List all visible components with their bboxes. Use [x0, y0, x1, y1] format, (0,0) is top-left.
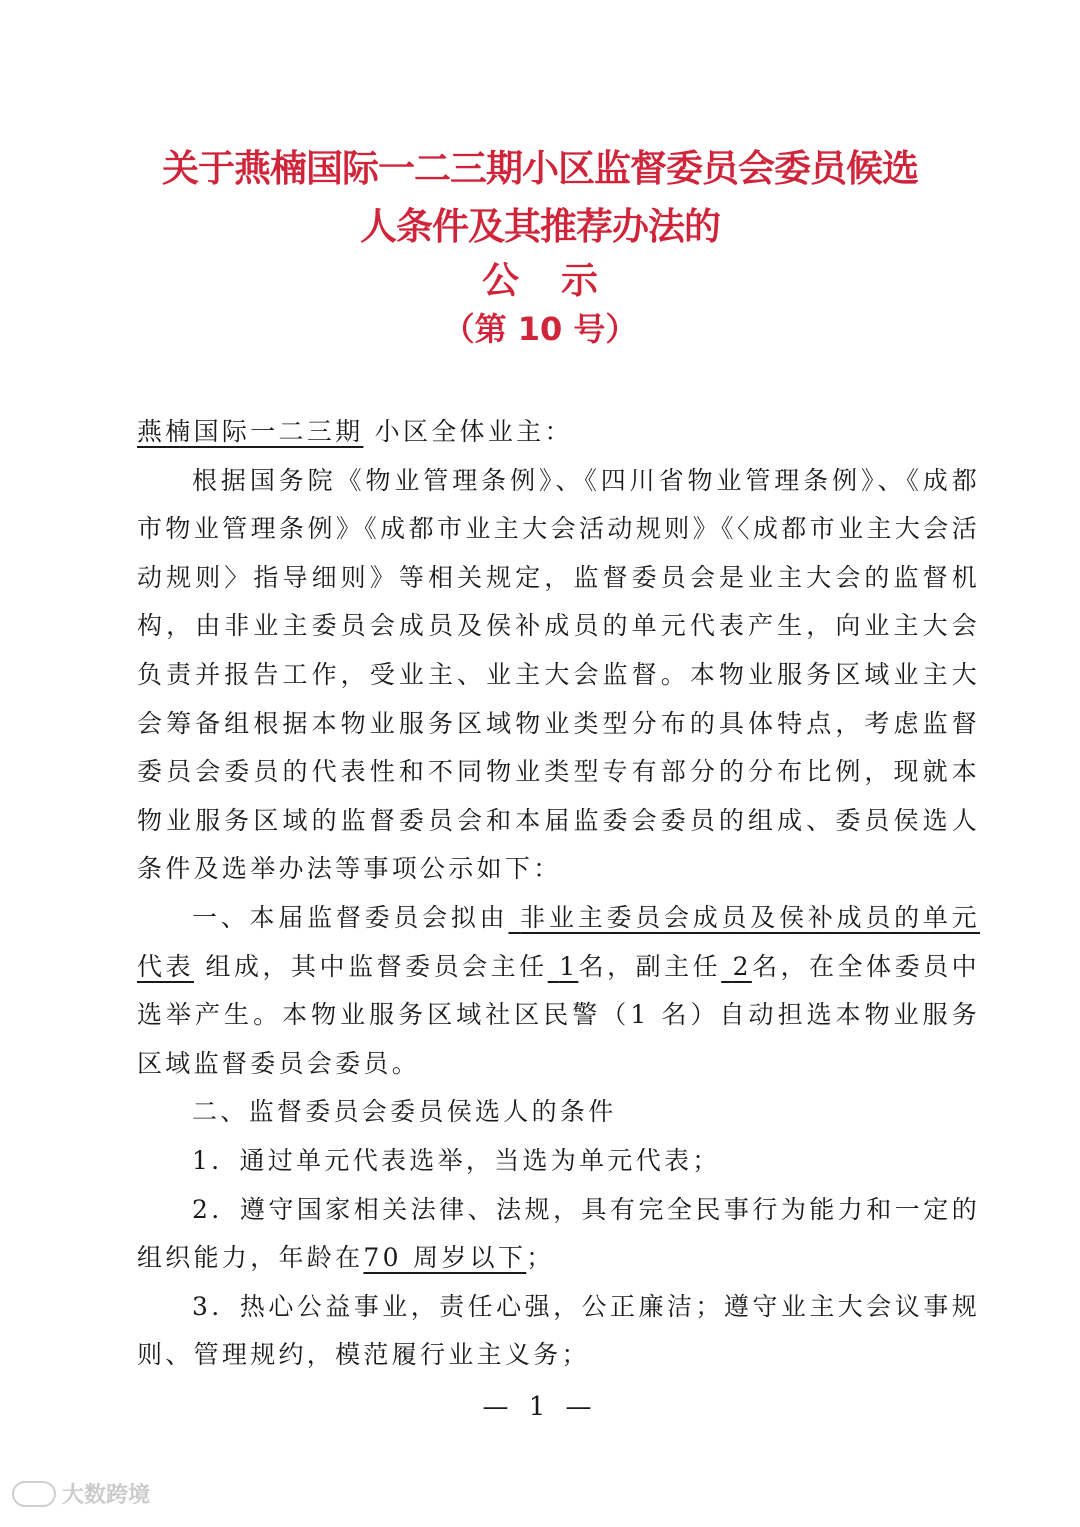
notice-number: （第 10 号） [442, 310, 638, 348]
deputy-count [721, 952, 752, 981]
condition-2 [137, 1186, 980, 1283]
deputy-count-value: 2 [732, 951, 752, 981]
age-limit: 70 周岁以下 [363, 1243, 527, 1273]
watermark [12, 1478, 150, 1509]
salutation-rest: 小区全体业主： [374, 417, 573, 446]
composition-text-a: 一、本届监督委员会拟由 [192, 902, 509, 932]
document-body [137, 408, 980, 1380]
section-2-heading: 二、监督委员会委员侯选人的条件 [192, 1097, 617, 1127]
composition-text-b: 组成，其中监督委员会主任 [205, 951, 548, 981]
salutation-community: 燕楠国际一二三期 [137, 417, 364, 446]
title-line-3: 公示 [482, 259, 640, 302]
paragraph-composition [137, 894, 980, 1088]
title-line-1: 关于燕楠国际一二三期小区监督委员会委员候选 [162, 147, 918, 190]
composition-text-d: 名，在全体委员中选举产生。本物业服务区域社区民警（1 名）自动担选本物业服务区域监督委员会委员。 [137, 951, 980, 1078]
condition-3: 3．热心公益事业，责任心强，公正廉洁；遵守业主大会议事规则、管理规约，模范履行业主义务； [137, 1291, 980, 1370]
director-count [548, 952, 579, 981]
condition-2-text-b: ； [526, 1243, 555, 1273]
title-line-2: 人条件及其推荐办法的 [360, 205, 720, 248]
page-number: — 1 — [482, 1392, 598, 1422]
watermark-text: 大数跨境 [62, 1483, 151, 1508]
watermark-logo-icon [12, 1481, 56, 1507]
condition-2-text-a: 2．遵守国家相关法律、法规，具有完全民事行为能力和一定的组织能力，年龄在 [137, 1194, 980, 1273]
composition-text-c: 名，副主任 [578, 951, 722, 981]
condition-1: 1．通过单元代表选举，当选为单元代表； [192, 1145, 721, 1175]
director-count-value: 1 [559, 951, 579, 981]
salutation [137, 408, 980, 457]
composition-members-text: 非业主委员会成员及侯补成员的单元代表 [137, 902, 980, 981]
paragraph-intro: 根据国务院《物业管理条例》、《四川省物业管理条例》、《成都市物业管理条例》《成都市业主大会活动规则》《〈成都市业主大会活动规则〉指导细则》等相关规定，监督委员会是业主大会的监督机构，由非业主委员会成员及侯补成员的单元代表产生，向业主大会负责并报告工作，受业主、业主大会监督。本物业服务区域业主大会筹备组根据本物业服务区域物业类型分布的具体特点，考虑监督委员会委员的代表性和不同物业类型专有部分的分布比例，现就本物业服务区域的监督委员会和本届监委会委员的组成、委员侯选人条件及选举办法等事项公示如下： [137, 465, 980, 884]
